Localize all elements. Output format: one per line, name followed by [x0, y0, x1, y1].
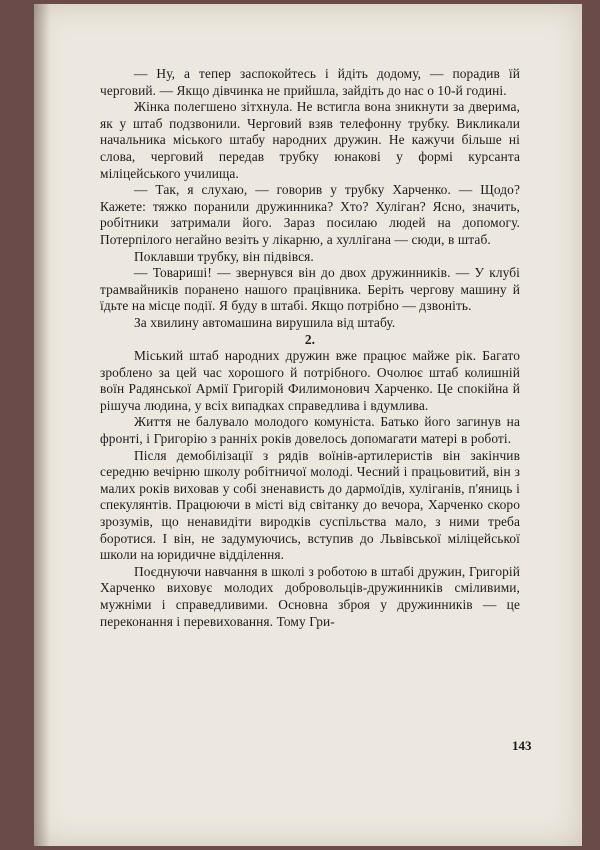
- page-number: 143: [512, 738, 532, 753]
- page-body-text: [100, 66, 520, 630]
- paragraph: Поєднуючи навчання в школі з роботою в штабі дружин, Григорій Харченко виховує молодих добровольців-дружинників сміливими, мужніми і справедливими. Основна зброя у дружинників — це переконання і перевиховання. Тому Гри-: [100, 563, 520, 629]
- paragraph: Життя не балувало молодого комуніста. Батько його загинув на фронті, і Григорію з ранніх років довелось допомагати матері в роботі.: [100, 414, 520, 447]
- paragraph: За хвилину автомашина вирушила від штабу.: [134, 314, 396, 330]
- book-page: [34, 4, 582, 846]
- paragraph: — Товариші! — звернувся він до двох дружинників. — У клубі трамвайників поранено нашого працівника. Беріть чергову машину й їдьте на місце події. Я буду в штабі. Якщо потрібно — дзвоніть.: [100, 265, 520, 314]
- paragraph: Жінка полегшено зітхнула. Не встигла вона зникнути за дверима, як у штаб подзвонили. Черговий взяв телефонну трубку. Викликали начальника міського штабу народних дружин. Не кажучи більше ні слова, черговий передав трубку юнакові у формі курсанта міліцейського училища.: [100, 99, 520, 181]
- paragraph: — Ну, а тепер заспокойтесь і йдіть додому, — порадив їй черговий. — Якщо дівчинка не прийшла, зайдіть до нас о 10-й годині.: [100, 66, 520, 98]
- paragraph: — Так, я слухаю, — говорив у трубку Харченко. — Щодо? Кажете: тяжко поранили дружинника? Хто? Хуліган? Ясно, значить, робітники затримали його. Зараз посилаю людей на допомогу. Потерпілого негайно везіть у лікарню, а хуллігана — сюди, в штаб.: [100, 182, 520, 247]
- paragraph: Поклавши трубку, він підвівся.: [134, 248, 314, 264]
- paragraph: Міський штаб народних дружин вже працює майже рік. Багато зроблено за цей час хорошого й потрібного. Очолює штаб колишній воїн Радянської Армії Григорій Филимонович Харченко. Це спокійна й рішуча людина, у всіх випадках справедлива і вдумлива.: [100, 348, 520, 413]
- paragraph: Після демобілізації з рядів воїнів-артилеристів він закінчив середню вечірню школу робітничої молоді. Чесний і працьовитий, він з малих років виховав у собі зненависть до дармоїдів, хуліганів, п'яниць і спекулянтів. Працюючи в місті від світанку до вечора, Харченко скоро зрозумів, що ненавидіти виродків суспільства мало, з ними треба боротися. І він, не задумуючись, вступив до Львівської міліцейської школи на юридичне відділення.: [100, 447, 520, 563]
- section-number: 2.: [304, 331, 316, 347]
- page-edge-shadow: [34, 4, 50, 846]
